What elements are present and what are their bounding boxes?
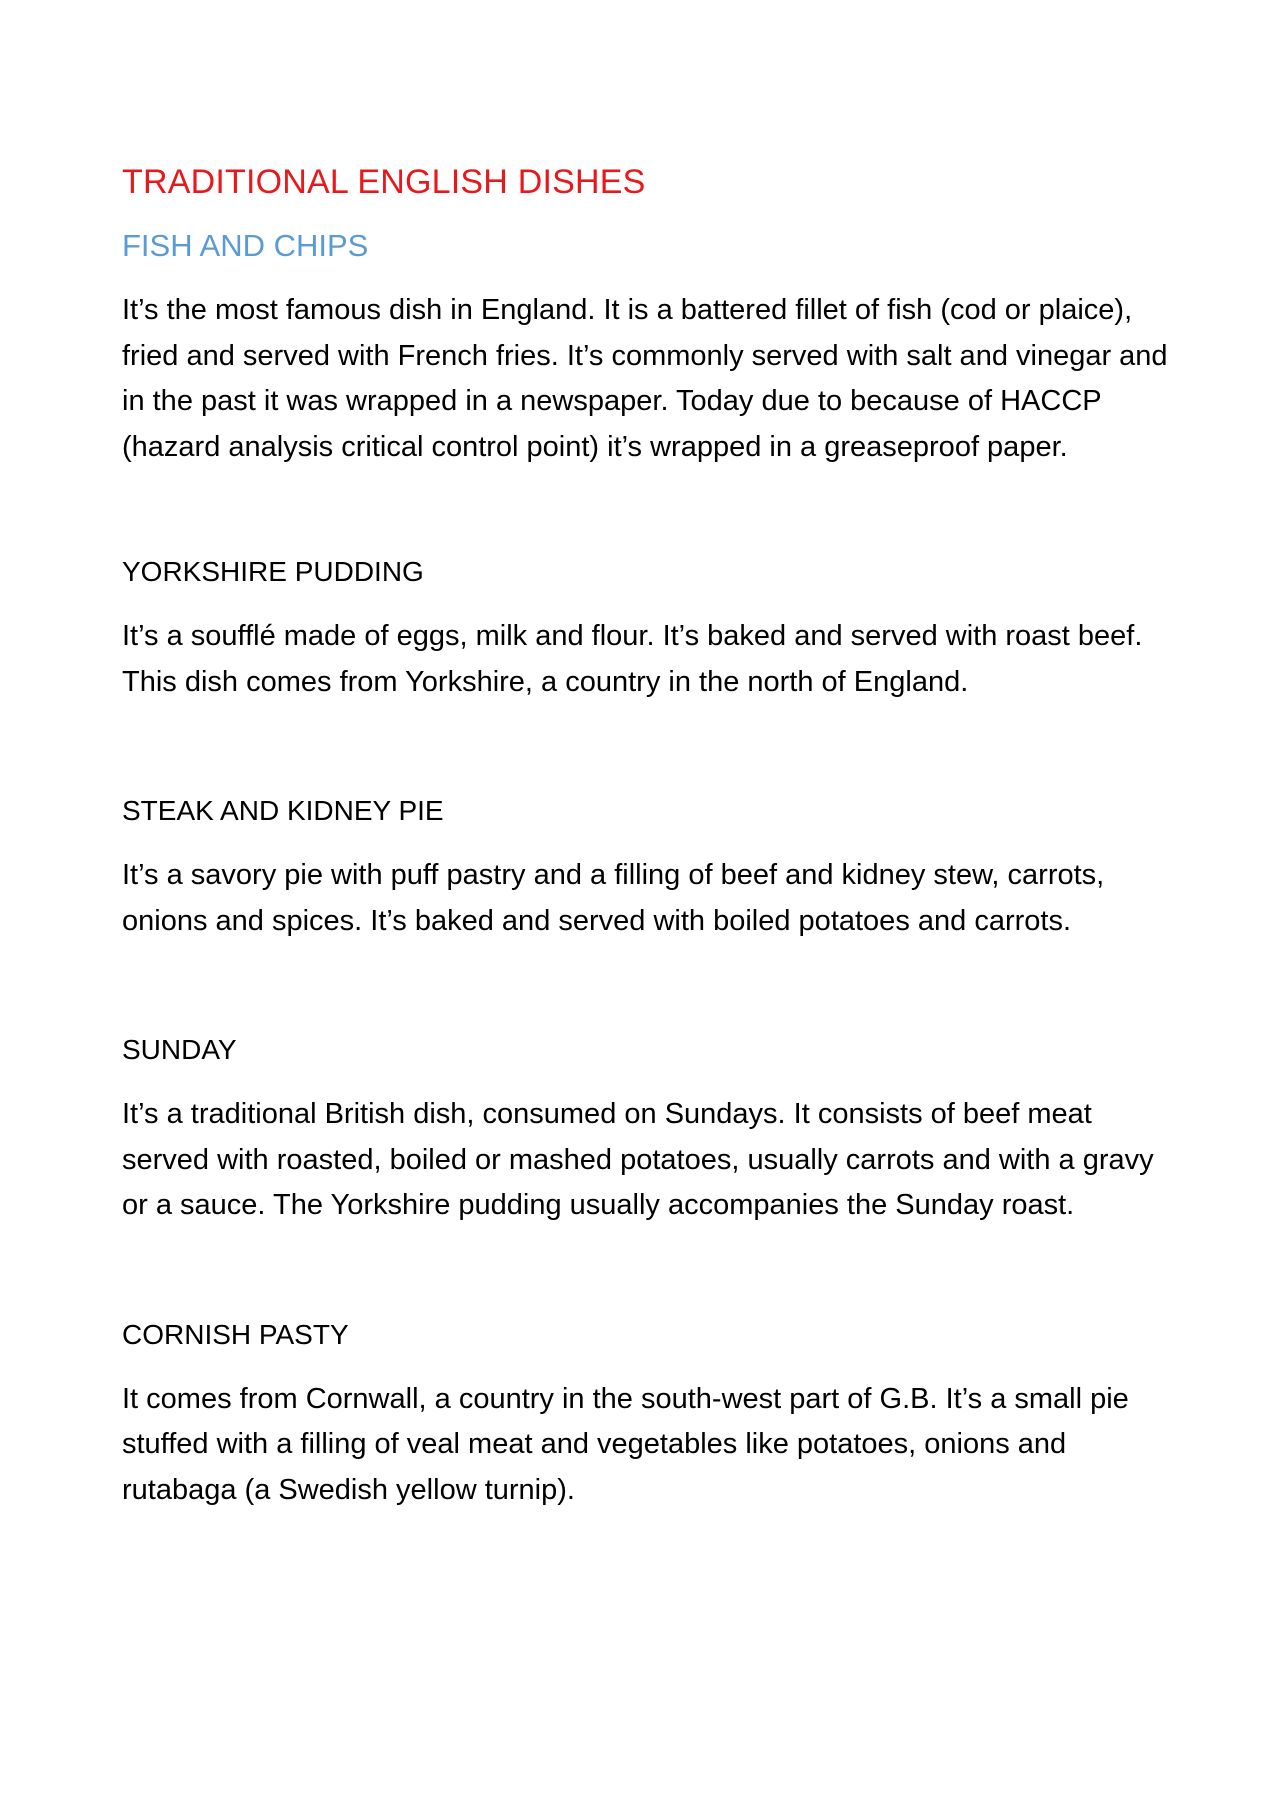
dish-section-fish-and-chips [122, 226, 1172, 470]
dish-description-fish-and-chips: It’s the most famous dish in England. It is a battered fillet of fish (cod or plaice), fried and served with French fries. It’s commonly served with salt and vinegar and in the past it was wrapped in a newspaper. Today due to because of HACCP (hazard analysis critical control point) it’s wrapped in a greaseproof paper. [122, 294, 1168, 463]
dish-section-cornish-pasty [122, 1317, 1172, 1514]
document-page [122, 160, 1172, 1513]
dish-heading-sunday: SUNDAY [122, 1034, 237, 1065]
dish-description-cornish-pasty: It comes from Cornwall, a country in the south-west part of G.B. It’s a small pie stuffed with a filling of veal meat and vegetables like potatoes, onions and rutabaga (a Swedish yellow turnip). [122, 1382, 1129, 1506]
dish-section-yorkshire-pudding [122, 554, 1172, 705]
dish-description-yorkshire-pudding: It’s a soufflé made of eggs, milk and flour. It’s baked and served with roast beef. This dish comes from Yorkshire, a country in the north of England. [122, 620, 1143, 698]
dish-heading-fish-and-chips: FISH AND CHIPS [122, 228, 369, 263]
dish-heading-cornish-pasty: CORNISH PASTY [122, 1318, 349, 1350]
dish-section-steak-and-kidney-pie [122, 793, 1172, 944]
dish-description-sunday: It’s a traditional British dish, consumed on Sundays. It consists of beef meat served with roasted, boiled or mashed potatoes, usually carrots and with a gravy or a sauce. The Yorkshire pudding usually accompanies the Sunday roast. [122, 1098, 1154, 1221]
document-title: TRADITIONAL ENGLISH DISHES [122, 163, 646, 201]
dish-section-sunday [122, 1032, 1172, 1229]
dish-heading-steak-and-kidney-pie: STEAK AND KIDNEY PIE [122, 795, 444, 826]
dish-heading-yorkshire-pudding: YORKSHIRE PUDDING [122, 556, 424, 587]
dish-description-steak-and-kidney-pie: It’s a savory pie with puff pastry and a filling of beef and kidney stew, carrots, onions and spices. It’s baked and served with boiled potatoes and carrots. [122, 859, 1105, 937]
